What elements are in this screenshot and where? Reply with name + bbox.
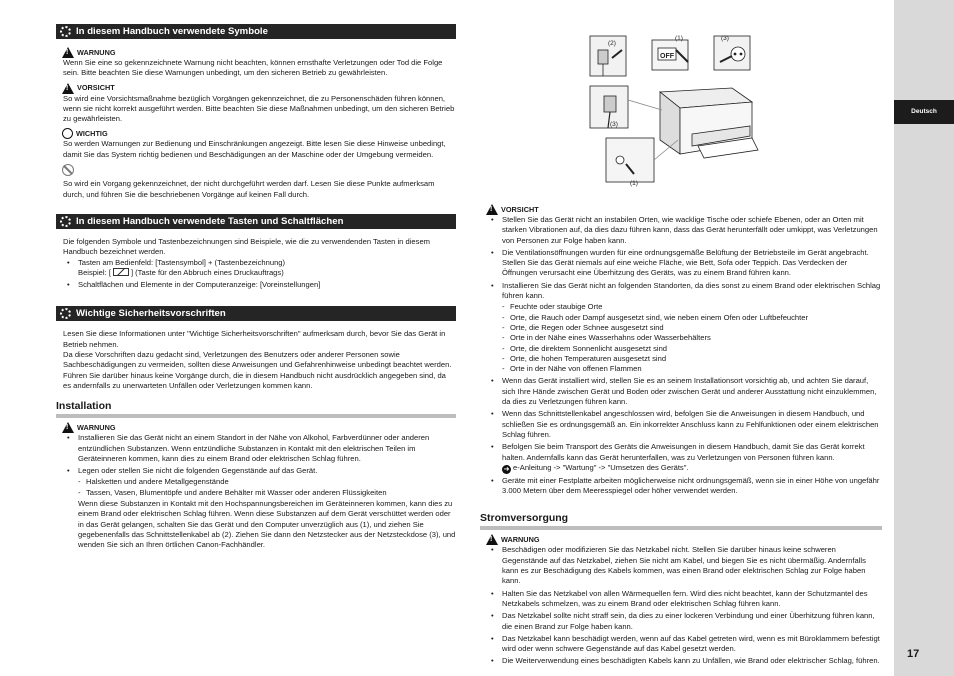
caution-triangle-icon bbox=[486, 204, 498, 215]
list-item: • Die Weiterverwendung eines beschädigten Kabels kann zu Unfällen, wie Brand oder elektrischer Schlag, führen. bbox=[487, 656, 882, 666]
stop-key-icon bbox=[113, 268, 129, 276]
warning-description: Wenn Sie eine so gekennzeichnete Warnung nicht beachten, können ernsthafte Verletzungen oder Tod die Folge sein. Bitte beachten Sie diese Warnungen unbedingt, um den sicheren Betrieb zu gewährleisten. bbox=[63, 58, 443, 78]
safety-para-1: Lesen Sie diese Informationen unter "Wichtige Sicherheitsvorschriften" aufmerksam durch, bevor Sie das Gerät in Betrieb nehmen. bbox=[63, 329, 446, 349]
sublist-item: - Orte in der Nähe von offenen Flammen bbox=[502, 364, 882, 374]
important-icon bbox=[62, 128, 73, 139]
illu-label-2: (2) bbox=[608, 40, 616, 47]
prohibition-icon bbox=[62, 164, 74, 176]
sublist-item: - Orte, die Rauch oder Dampf ausgesetzt sind, wie neben einem Ofen oder Luftbefeuchter bbox=[502, 313, 882, 323]
sublist bbox=[502, 302, 882, 374]
list-item: • Stellen Sie das Gerät nicht an instabilen Orten, wie wacklige Tische oder schiefe Ebenen, oder an Orten mit starken Vibrationen auf, da dies dazu führen kann, dass das Gerät herunterfällt oder umkippt, was Verletzungen von Personen zur Folge haben kann. bbox=[487, 215, 882, 246]
prohibition-description: So wird ein Vorgang gekennzeichnet, der nicht durchgeführt werden darf. Lesen Sie diese Punkte aufmerksam durch, und führen Sie die beschriebenen Vorgänge auf keinen Fall durch. bbox=[63, 179, 435, 199]
printer-power-illustration bbox=[586, 30, 776, 195]
section-keys-header: In diesem Handbuch verwendete Tasten und Schaltflächen bbox=[56, 214, 456, 229]
keys-intro: Die folgenden Symbole und Tastenbezeichnungen sind Beispiele, wie die zu verwendenden Tasten in diesem Handbuch bezeichnet werden. bbox=[63, 236, 430, 257]
illu-label-1a: (1) bbox=[675, 35, 683, 42]
power-heading: Stromversorgung bbox=[480, 512, 882, 530]
followup-text: Wenn diese Substanzen in Kontakt mit den Hochspannungsbereichen im Geräteinneren kommen, kann dies zu einem Brand oder elektrischen Schlag führen. Wenn diese Substanzen auf dem Gerät verschüttet werden oder in das Gerät gelangen, schalten Sie das Gerät und den Computer unverzüglich aus (1), und ziehen Sie gegebenenfalls das Schnittstellenkabel ab (2). Ziehen Sie dann den Netzstecker aus der Netzsteckdose (3), und wenden Sie sich an Ihren örtlichen Canon-Fachhändler. bbox=[78, 499, 456, 550]
section-safety-header: Wichtige Sicherheitsvorschriften bbox=[56, 306, 456, 321]
list-item: • Befolgen Sie beim Transport des Geräts die Anweisungen in diesem Handbuch, damit Sie das Gerät korrekt halten. Andernfalls kann das Gerät herunterfallen, was zu Verletzungen von Personen führen kann. ➜ e-Anleitung -> "Wartung" -> "Umsetzen des Geräts". bbox=[487, 442, 882, 474]
illu-label-3b: (3) bbox=[610, 121, 618, 128]
important-label: WICHTIG bbox=[62, 128, 456, 139]
list-item: • Wenn das Schnittstellenkabel angeschlossen wird, befolgen Sie die Anweisungen in diesem Handbuch, und schließen Sie es ordnungsgemäß an. Ein inkorrekter Anschluss kann zu Fehlfunktionen oder einem elektrischen Schlag führen. bbox=[487, 409, 882, 440]
sublist-item: - Orte, die direktem Sonnenlicht ausgesetzt sind bbox=[502, 344, 882, 354]
list-item: • Geräte mit einer Festplatte arbeiten möglicherweise nicht ordnungsgemäß, wenn sie in einer Höhe von ungefähr 3.000 Metern über dem Meeresspiegel oder höher verwendet werden. bbox=[487, 476, 882, 497]
warning-label: ! WARNUNG bbox=[62, 47, 456, 58]
section-gear-icon bbox=[60, 26, 71, 37]
installation-caution-list bbox=[487, 215, 882, 496]
off-switch-text: OFF bbox=[660, 53, 674, 60]
language-tab: Deutsch bbox=[894, 100, 954, 124]
caution-triangle-icon bbox=[62, 83, 74, 94]
installation-caution-label: ! VORSICHT bbox=[486, 204, 882, 215]
list-item: • Beschädigen oder modifizieren Sie das Netzkabel nicht. Stellen Sie darüber hinaus keine schweren Gegenstände auf das Netzkabel, ziehen Sie nicht am Kabel, und biegen Sie es nicht übermäßig. Andernfalls kann es zur Beschädigung des Kabels kommen, was einen Brand oder elektrischen Schlag zur Folge haben kann. bbox=[487, 545, 882, 586]
list-item: • Installieren Sie das Gerät nicht an folgenden Standorten, da dies sonst zu einem Brand oder elektrischen Schlag führen kann. - Feuchte oder staubige Orte - Orte, die Rauch oder Dampf ausgesetzt sind, wie neben einem Ofen oder Luftbefeuchter - Orte, die Regen oder Schnee ausgesetzt sind - Orte in der Nähe eines Wasserhahns oder Wasserbehälters - Orte, die direktem Sonnenlicht ausgesetzt sind - Orte, die hohen Temperaturen ausgesetzt sind - Orte in der Nähe von offenen Flammen bbox=[487, 281, 882, 375]
sublist-item: - Halsketten und andere Metallgegenstände bbox=[78, 477, 456, 487]
page-number: 17 bbox=[907, 648, 920, 660]
warning-triangle-icon bbox=[62, 47, 74, 58]
list-item: • Das Netzkabel kann beschädigt werden, wenn auf das Kabel getreten wird, wenn es mit Büroklammern befestigt wird oder wenn schwere Gegenstände auf das Kabel gesetzt werden. bbox=[487, 634, 882, 655]
list-item: • Schaltflächen und Elemente in der Computeranzeige: [Voreinstellungen] bbox=[63, 280, 456, 290]
sublist bbox=[78, 477, 456, 498]
sublist-item: - Orte, die hohen Temperaturen ausgesetzt sind bbox=[502, 354, 882, 364]
illu-label-1b: (1) bbox=[630, 180, 638, 187]
sublist-item: - Orte in der Nähe eines Wasserhahns oder Wasserbehälters bbox=[502, 333, 882, 343]
right-column bbox=[480, 200, 882, 669]
safety-para-3: Führen Sie darüber hinaus keine Vorgänge durch, die in diesem Handbuch nicht ausdrücklich angegeben sind, da es andernfalls zu unerwarteten Unfällen oder Verletzungen kommen kann. bbox=[63, 370, 446, 390]
keys-list bbox=[63, 258, 456, 291]
installation-heading: Installation bbox=[56, 400, 456, 418]
list-item: • Halten Sie das Netzkabel von allen Wärmequellen fern. Wird dies nicht beachtet, kann der Schutzmantel des Netzkabels schmelzen, was zu einem Brand oder elektrischen Schlag führen kann. bbox=[487, 589, 882, 610]
sublist-item: - Feuchte oder staubige Orte bbox=[502, 302, 882, 312]
section-gear-icon bbox=[60, 216, 71, 227]
list-item: • Die Ventilationsöffnungen wurden für eine ordnungsgemäße Belüftung der Betriebsteile im Gerät angebracht. Stellen Sie das Gerät niemals auf eine weiche Fläche, wie Bett, Sofa oder Teppich. Das Verdecken der Öffnungen verursacht eine Überhitzung des Geräts, was zu einem Brand führen kann. bbox=[487, 248, 882, 279]
list-item: • Das Netzkabel sollte nicht straff sein, da dies zu einer lockeren Verbindung und einer Überhitzung führen kann, die einen Brand zur Folge haben kann. bbox=[487, 611, 882, 632]
section-gear-icon bbox=[60, 308, 71, 319]
section-symbols-header: In diesem Handbuch verwendete Symbole bbox=[56, 24, 456, 39]
sublist-item: - Tassen, Vasen, Blumentöpfe und andere Behälter mit Wasser oder anderen Flüssigkeiten bbox=[78, 488, 456, 498]
safety-para-2: Da diese Vorschriften dazu gedacht sind, Verletzungen des Benutzers oder anderer Personen sowie Sachbeschädigungen zu vermeiden, sollten diese Anweisungen und Gefahrenhinweise unbedingt beachtet werden. bbox=[63, 350, 452, 370]
warning-triangle-icon bbox=[486, 534, 498, 545]
illu-label-3a: (3) bbox=[721, 35, 729, 42]
installation-warning-label: ! WARNUNG bbox=[62, 422, 456, 433]
reference-arrow-icon: ➜ bbox=[503, 465, 510, 473]
caution-label: ! VORSICHT bbox=[62, 83, 456, 94]
installation-warning-list bbox=[63, 433, 456, 550]
e-manual-reference: e-Anleitung -> "Wartung" -> "Umsetzen des Geräts". bbox=[513, 462, 689, 472]
power-warning-label: ! WARNUNG bbox=[486, 534, 882, 545]
list-item: • Tasten am Bedienfeld: [Tastensymbol] + (Tastenbezeichnung) Beispiel: [ ] (Taste für den Abbruch eines Druckauftrags) bbox=[63, 258, 456, 279]
list-item: • Installieren Sie das Gerät nicht an einem Standort in der Nähe von Alkohol, Farbverdünner oder anderen entzündlichen Substanzen. Wenn entzündliche Substanzen in Kontakt mit den elektrischen Teilen im Geräteinneren kommen, kann dies zu einem Brand oder elektrischen Schlag führen. bbox=[63, 433, 456, 464]
list-item: • Legen oder stellen Sie nicht die folgenden Gegenstände auf das Gerät. - Halsketten und andere Metallgegenstände - Tassen, Vasen, Blumentöpfe und andere Behälter mit Wasser oder anderen Flüssigkeiten Wenn diese Substanzen in Kontakt mit den Hochspannungsbereichen im Geräteinneren kommen, kann dies zu einem Brand oder elektrischen Schlag führen. Wenn diese Substanzen auf dem Gerät verschüttet werden oder in das Gerät gelangen, schalten Sie das Gerät und den Computer unverzüglich aus (1), und ziehen Sie gegebenenfalls das Schnittstellenkabel ab (2). Ziehen Sie dann den Netzstecker aus der Netzsteckdose (3), und wenden Sie sich an Ihren örtlichen Canon-Fachhändler. bbox=[63, 466, 456, 550]
warning-triangle-icon bbox=[62, 422, 74, 433]
sublist-item: - Orte, die Regen oder Schnee ausgesetzt sind bbox=[502, 323, 882, 333]
power-warning-list bbox=[487, 545, 882, 666]
caution-description: So wird eine Vorsichtsmaßnahme bezüglich Vorgängen gekennzeichnet, die zu Personenschäden führen können, wenn sie nicht korrekt ausgeführt werden. Bitte beachten Sie diese Maßnahmen unbedingt, um den sicheren Betrieb zu gewährleisten. bbox=[63, 93, 455, 124]
left-column bbox=[56, 24, 456, 553]
list-item: • Wenn das Gerät installiert wird, stellen Sie es an seinem Installationsort vorsichtig ab, und achten Sie darauf, sich Ihre Hände zwischen Gerät und Boden oder zwischen Gerät und anderer Ausstattung nicht einzuklemmen, da dies zu Verletzungen führen kann. bbox=[487, 376, 882, 407]
important-description: So werden Warnungen zur Bedienung und Einschränkungen angezeigt. Bitte lesen Sie diese Hinweise unbedingt, damit Sie das System richtig bedienen und Beschädigungen an der Maschine oder der Umgebung vermeiden. bbox=[63, 139, 446, 159]
